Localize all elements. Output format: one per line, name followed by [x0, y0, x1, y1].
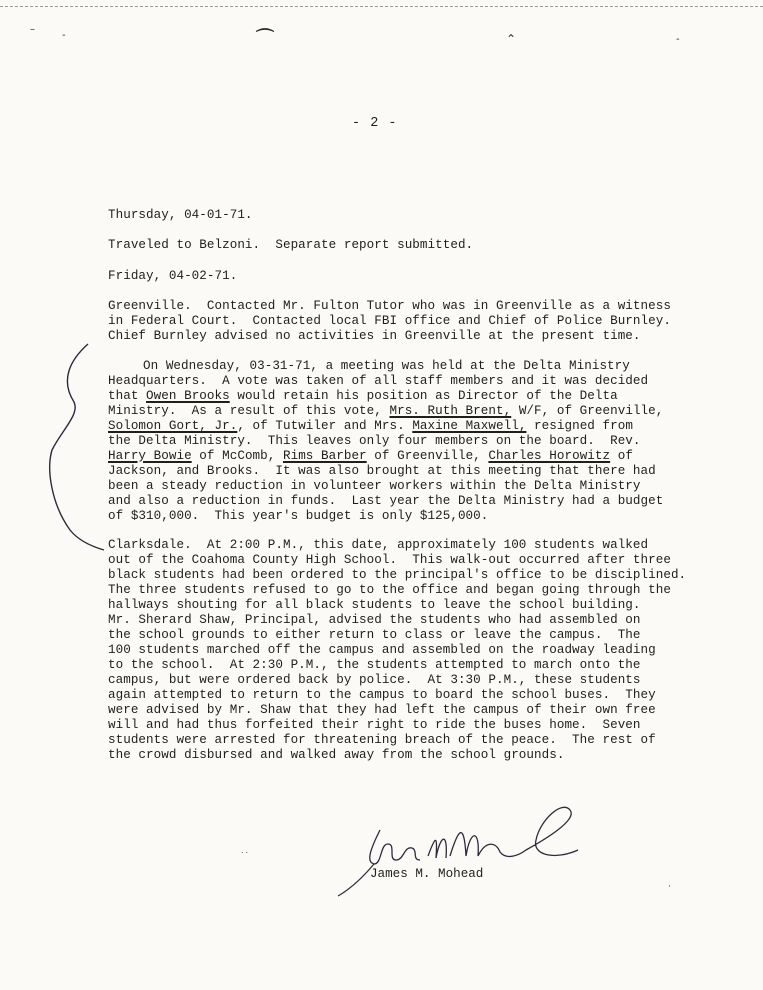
underlined-name: Owen Brooks: [146, 389, 230, 403]
paragraph-line: 100 students marched off the campus and assembled on the roadway leading: [108, 643, 656, 657]
paragraph-line: [108, 419, 633, 433]
text: would retain his position as Director of the Delta: [229, 389, 618, 403]
text: of McComb,: [191, 449, 283, 463]
scan-mark: -: [62, 30, 66, 41]
entry-text: Chief Burnley advised no activities in Greenville at the present time.: [108, 329, 641, 343]
entry-text: in Federal Court. Contacted local FBI office and Chief of Police Burnley.: [108, 314, 671, 328]
paragraph-line: On Wednesday, 03-31-71, a meeting was held at the Delta Ministry: [143, 359, 630, 373]
underlined-name: Harry Bowie: [108, 449, 192, 463]
paragraph-line: [108, 389, 618, 403]
underlined-name: Rims Barber: [282, 449, 367, 463]
page-number: - 2 -: [352, 116, 398, 131]
paragraph-line: students were arrested for threatening breach of the peace. The rest of: [108, 733, 656, 747]
text: Ministry. As a result of this vote,: [108, 404, 390, 418]
scan-mark: –: [30, 24, 35, 35]
paragraph-line: Jackson, and Brooks. It was also brought at this meeting that there had: [108, 464, 656, 478]
handwritten-bracket-mark: [40, 340, 110, 555]
entry-text: Greenville. Contacted Mr. Fulton Tutor who was in Greenville as a witness: [108, 299, 671, 313]
scan-mark: -: [676, 34, 680, 45]
paragraph-line: the crowd disbursed and walked away from the school grounds.: [108, 748, 565, 762]
scan-mark: ⌃: [506, 32, 517, 46]
paragraph-line: Clarksdale. At 2:00 P.M., this date, approximately 100 students walked: [108, 538, 649, 552]
underlined-name: Mrs. Ruth Brent,: [389, 404, 512, 418]
text: , of Tutwiler and Mrs.: [237, 419, 413, 433]
paragraph-line: campus, but were ordered back by police. At 3:30 P.M., these students: [108, 673, 641, 687]
paragraph-line: hallways shouting for all black students to leave the school building.: [108, 598, 641, 612]
paragraph-line: will and had thus forfeited their right to ride the buses home. Seven: [108, 718, 641, 732]
paragraph-line: of $310,000. This year's budget is only $125,000.: [108, 509, 489, 523]
text: W/F, of Greenville,: [511, 404, 664, 418]
paragraph-line: Mr. Sherard Shaw, Principal, advised the students who had assembled on: [108, 613, 641, 627]
text: of: [610, 449, 633, 463]
signer-name: James M. Mohead: [370, 867, 484, 881]
paragraph-line: Headquarters. A vote was taken of all staff members and it was decided: [108, 374, 649, 388]
handwritten-signature: [330, 800, 590, 900]
paragraph-line: The three students refused to go to the office and began going through the: [108, 583, 671, 597]
paragraph-line: the Delta Ministry. This leaves only four members on the board. Rev.: [108, 434, 641, 448]
text: resigned from: [526, 419, 633, 433]
scan-mark: ·: [668, 882, 671, 892]
underlined-name: Solomon Gort, Jr.: [108, 419, 238, 433]
paragraph-line: the school grounds to either return to class or leave the campus. The: [108, 628, 641, 642]
underlined-name: Charles Horowitz: [488, 449, 611, 463]
paragraph-line: black students had been ordered to the principal's office to be disciplined.: [108, 568, 687, 582]
paragraph-line: again attempted to return to the campus to board the school buses. They: [108, 688, 656, 702]
paragraph-line: [108, 449, 633, 463]
entry-date: Friday, 04-02-71.: [108, 269, 238, 283]
paragraph-line: were advised by Mr. Shaw that they had left the campus of their own free: [108, 703, 656, 717]
underlined-name: Maxine Maxwell,: [412, 419, 527, 433]
entry-date: Thursday, 04-01-71.: [108, 208, 253, 222]
paragraph-line: and also a reduction in funds. Last year the Delta Ministry had a budget: [108, 494, 664, 508]
entry-text: Traveled to Belzoni. Separate report submitted.: [108, 238, 474, 252]
paragraph-line: out of the Coahoma County High School. This walk-out occurred after three: [108, 553, 671, 567]
text: of Greenville,: [366, 449, 489, 463]
scan-mark: ⌒: [256, 28, 274, 49]
scan-mark: ˙˙: [240, 852, 249, 862]
scan-edge-line: [0, 6, 763, 9]
paragraph-line: to the school. At 2:30 P.M., the students attempted to march onto the: [108, 658, 641, 672]
text: that: [108, 389, 147, 403]
paragraph-line: [108, 404, 663, 418]
paragraph-line: been a steady reduction in volunteer workers within the Delta Ministry: [108, 479, 641, 493]
